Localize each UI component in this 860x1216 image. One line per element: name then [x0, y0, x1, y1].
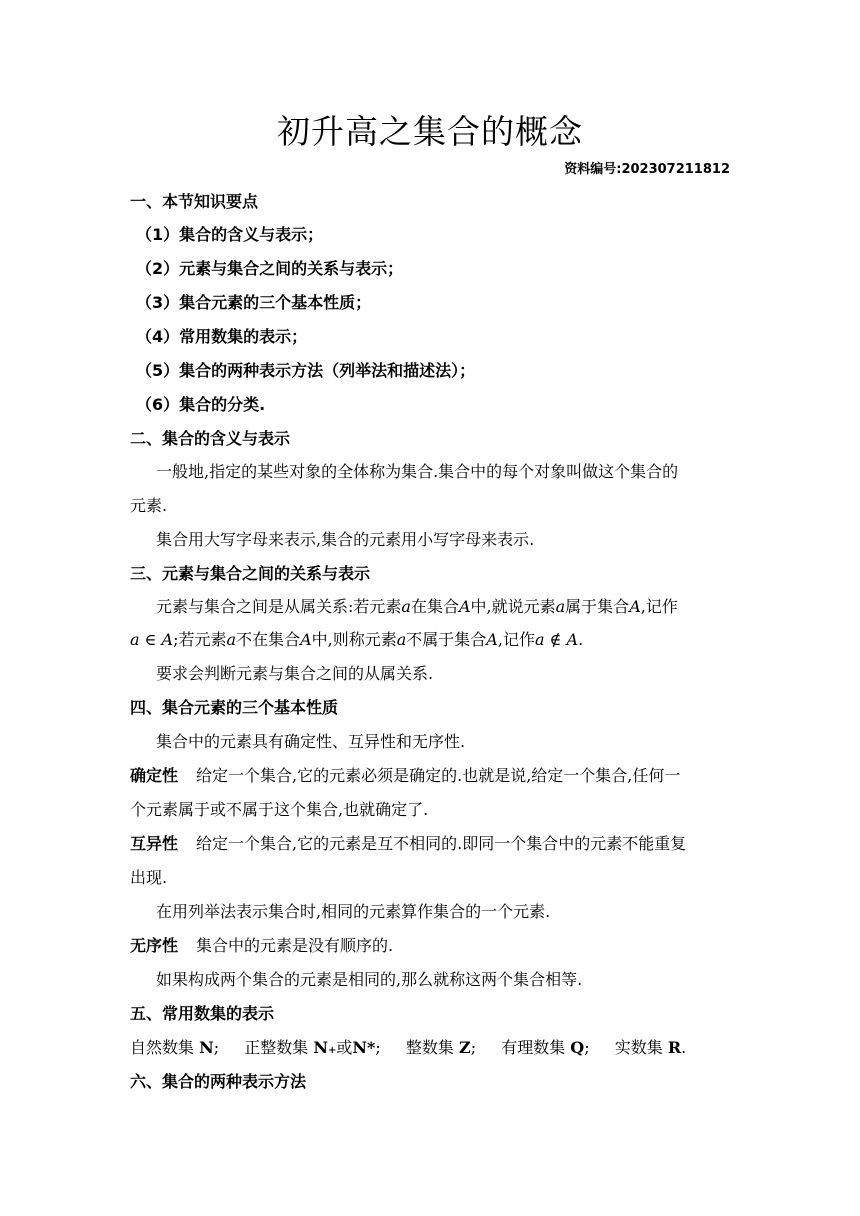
relation-line-1 [156, 597, 756, 617]
paragraph: 一般地,指定的某些对象的全体称为集合.集合中的每个对象叫做这个集合的 [156, 462, 679, 481]
list-item: （6）集合的分类. [136, 395, 266, 414]
paragraph: 在用列举法表示集合时,相同的元素算作集合的一个元素. [156, 902, 551, 921]
list-item: （5）集合的两种表示方法（列举法和描述法）； [136, 361, 476, 380]
section-4-heading: 四、集合元素的三个基本性质 [130, 698, 339, 717]
list-item: （2）元素与集合之间的关系与表示； [136, 259, 404, 278]
var-A: A [486, 630, 498, 649]
section-6-heading: 六、集合的两种表示方法 [130, 1072, 307, 1091]
set-reals: 实数集 R. [614, 1038, 687, 1057]
var-a: a [226, 630, 237, 649]
list-item: （1）集合的含义与表示； [136, 225, 324, 244]
paragraph-continuation: 个元素属于或不属于这个集合,也就确定了. [130, 800, 429, 819]
text-fragment: . [578, 630, 584, 649]
term-text: 给定一个集合,它的元素是互不相同的.即同一个集合中的元素不能重复 [196, 834, 687, 853]
section-2-heading: 二、集合的含义与表示 [130, 429, 291, 448]
text-fragment: 中,则称元素 [311, 630, 397, 649]
var-A: A [629, 597, 641, 616]
term-label: 无序性 [130, 936, 179, 955]
set-positive-integers: 正整数集 N₊或N*; [244, 1038, 381, 1057]
term-label: 互异性 [130, 834, 179, 853]
paragraph: 如果构成两个集合的元素是相同的,那么就称这两个集合相等. [156, 970, 583, 989]
list-item: （3）集合元素的三个基本性质； [136, 293, 372, 312]
text-fragment: ;若元素 [173, 630, 227, 649]
property-distinctness [130, 834, 730, 854]
paragraph: 要求会判断元素与集合之间的从属关系. [156, 664, 434, 683]
text-fragment: ,记作 [640, 597, 678, 616]
var-a: a [401, 597, 411, 616]
number-sets-line [130, 1038, 730, 1058]
term-label: 确定性 [130, 766, 179, 785]
paragraph-continuation: 出现. [130, 868, 168, 887]
in-expression: a ∈ A [130, 630, 174, 649]
text-fragment: 中,就说元素 [470, 597, 556, 616]
var-a: a [555, 597, 566, 616]
text-fragment: 不属于集合 [406, 630, 487, 649]
section-3-heading: 三、元素与集合之间的关系与表示 [130, 564, 371, 583]
document-number: 资料编号:202307211812 [564, 162, 730, 177]
relation-line-2 [130, 630, 730, 650]
set-integers: 整数集 Z; [405, 1038, 477, 1057]
text-fragment: 元素与集合之间是从属关系:若元素 [156, 597, 402, 616]
text-fragment: 属于集合 [565, 597, 630, 616]
paragraph: 集合中的元素具有确定性、互异性和无序性. [156, 732, 466, 751]
term-text: 给定一个集合,它的元素必须是确定的.也就是说,给定一个集合,任何一 [196, 766, 681, 785]
var-A: A [300, 630, 312, 649]
section-5-heading: 五、常用数集的表示 [130, 1004, 275, 1023]
set-rationals: 有理数集 Q; [501, 1038, 590, 1057]
text-fragment: 在集合 [410, 597, 459, 616]
property-unordered [130, 936, 730, 956]
text-fragment: ,记作 [497, 630, 535, 649]
list-item: （4）常用数集的表示； [136, 327, 308, 346]
term-text: 集合中的元素是没有顺序的. [196, 936, 394, 955]
paragraph-continuation: 元素. [130, 496, 168, 515]
text-fragment: 不在集合 [236, 630, 301, 649]
var-A: A [458, 597, 471, 616]
page-title: 初升高之集合的概念 [277, 112, 583, 151]
notin-expression: a ∉ A [534, 630, 579, 649]
var-a: a [396, 630, 407, 649]
paragraph: 集合用大写字母来表示,集合的元素用小写字母来表示. [156, 530, 535, 549]
section-1-heading: 一、本节知识要点 [130, 192, 259, 211]
property-determinacy [130, 766, 730, 786]
set-natural: 自然数集 N; [130, 1038, 220, 1057]
